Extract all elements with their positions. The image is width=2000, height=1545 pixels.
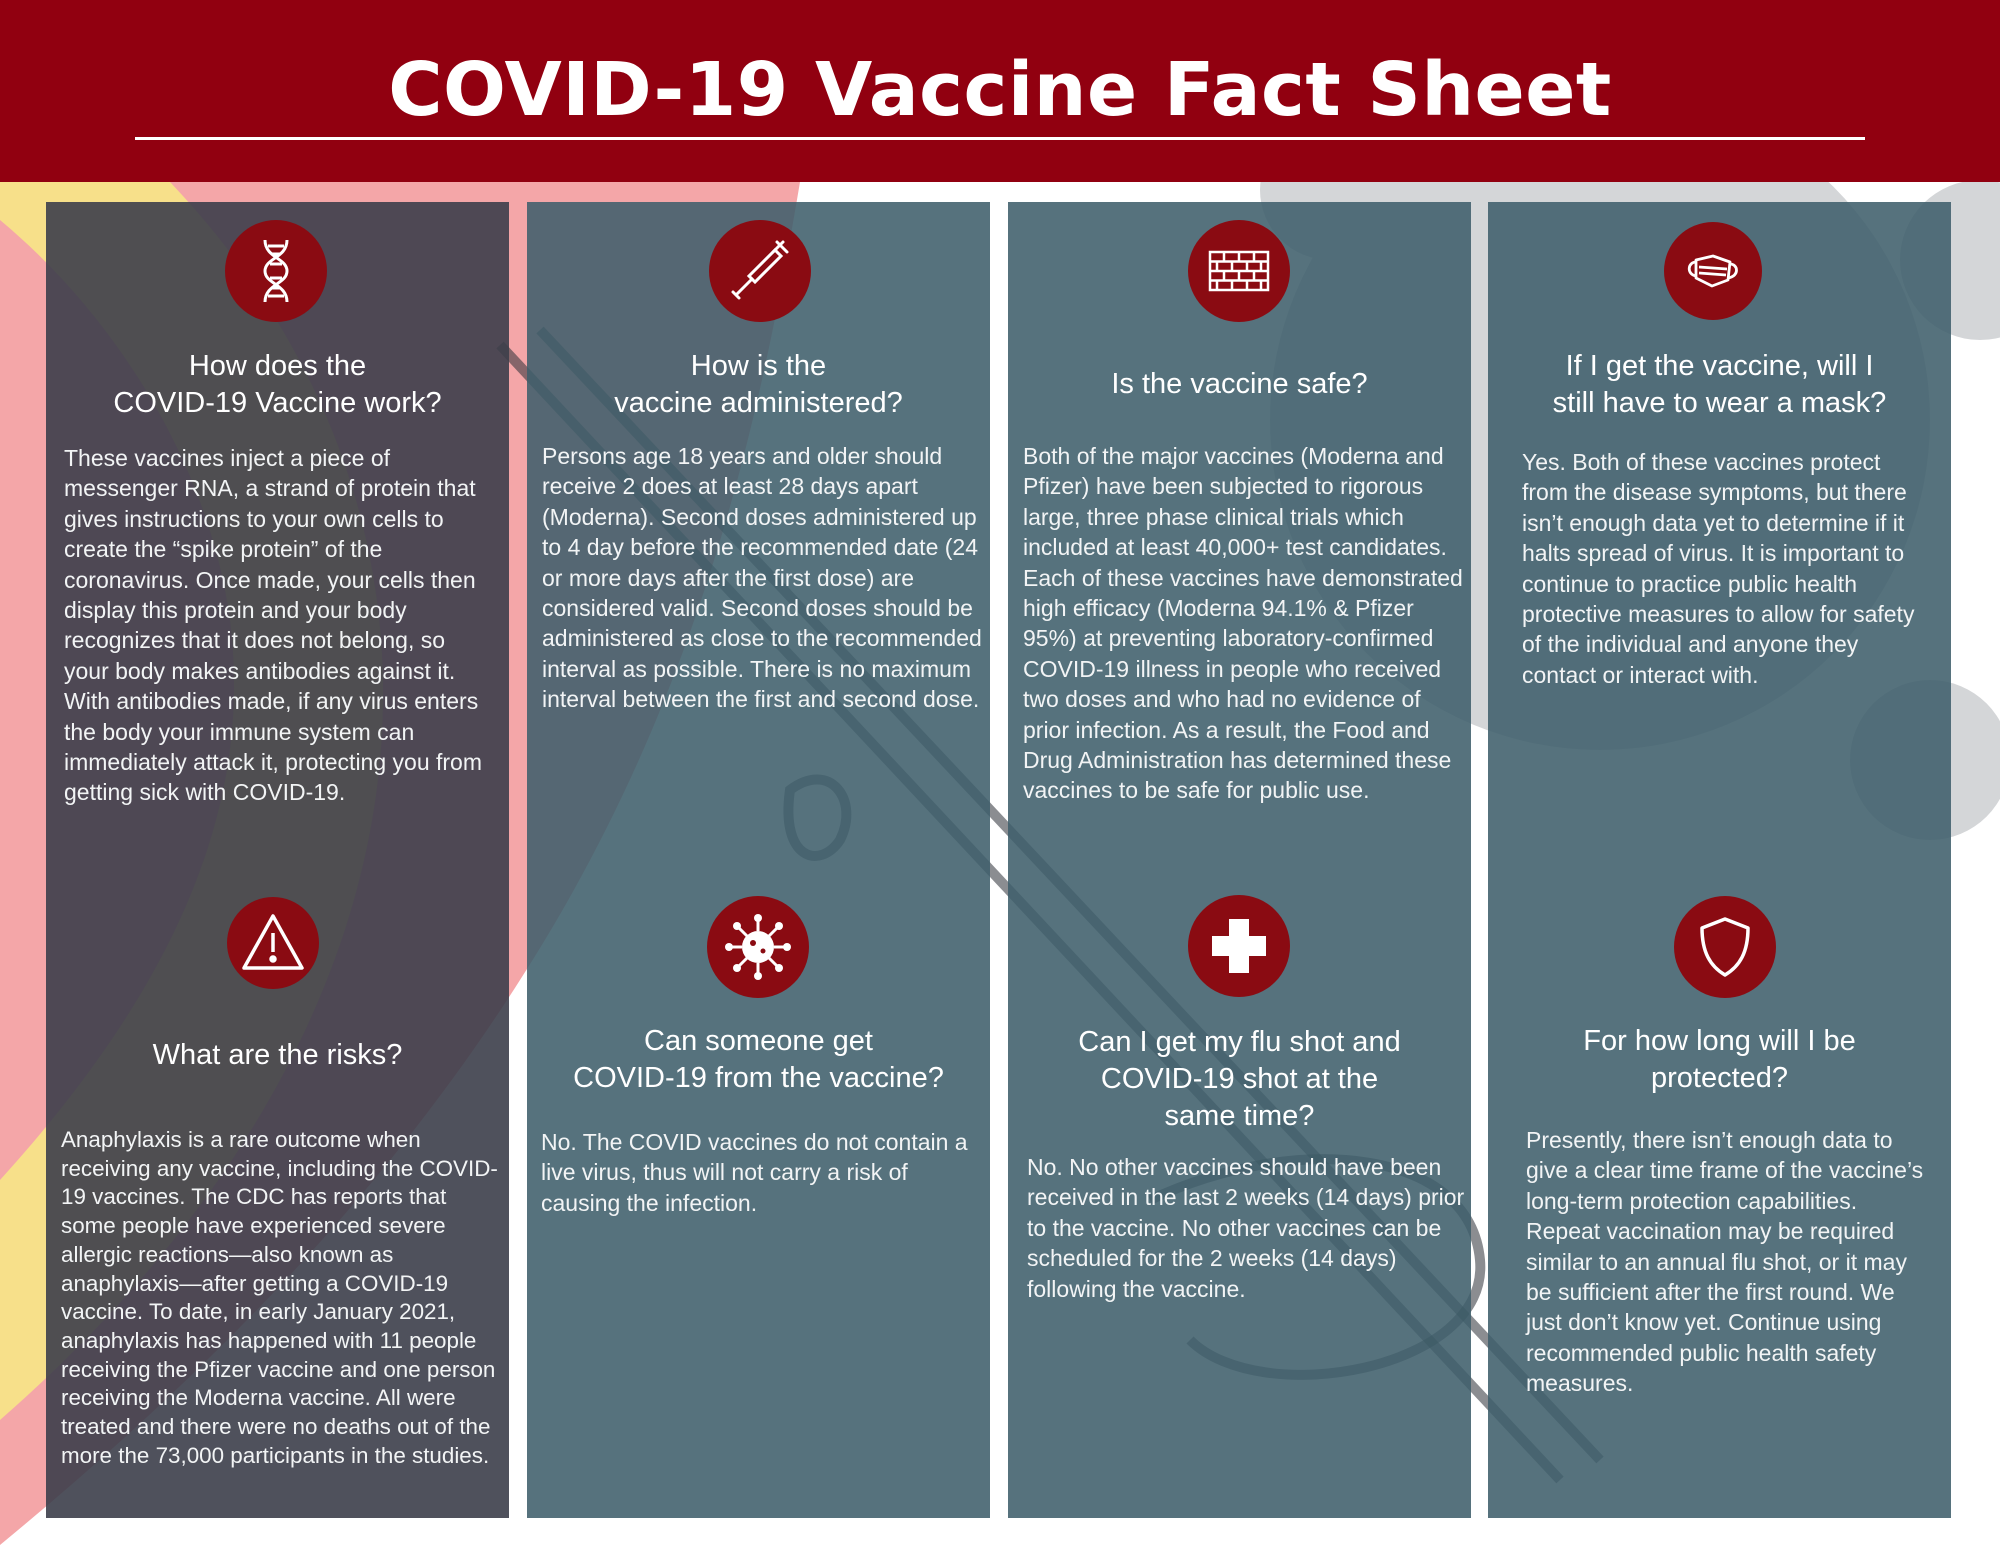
question-title: Is the vaccine safe? [1111, 368, 1368, 400]
medical-cross-icon [1188, 895, 1290, 997]
section-vaccine-safety [1008, 0, 1471, 1545]
answer-text: Presently, there isn’t enough data to give a clear time frame of the vaccine’s long-term protection capabilities. Repeat vaccination may be required similar to an annual flu shot, or it may be sufficient after the first round. We just don’t know yet. Continue using recommended public health safety measures. [1526, 1127, 1924, 1397]
answer-text: No. The COVID vaccines do not contain a live virus, thus will not carry a risk of causing the infection. [541, 1129, 968, 1216]
answer-text: No. No other vaccines should have been received in the last 2 weeks (14 days) prior to the vaccine. No other vaccines can be scheduled for the 2 weeks (14 days) following the vaccine. [1027, 1154, 1465, 1302]
title-underline [135, 137, 1865, 140]
answer-text: These vaccines inject a piece of messenger RNA, a strand of protein that gives instructions to your own cells to create the “spike protein” of the coronavirus. Once made, your cells then display this protein and your body recognizes that it does not belong, so your body makes antibodies against it. With antibodies made, if any virus enters the body your immune system can immediately attack it, protecting you from getting sick with COVID-19. [64, 445, 482, 806]
answer-text: Persons age 18 years and older should receive 2 does at least 28 days apart (Moderna). Second doses administered up to 4 day before the recommended date (24 or more days after the first dose) are considered valid. Second doses should be administered as close to the recommended interval as possible. There is no maximum interval between the first and second dose. [542, 443, 982, 713]
question-title: For how long will I be protected? [1583, 1025, 1856, 1094]
section-how-administered [527, 0, 990, 1545]
virus-icon [707, 896, 809, 998]
question-title: If I get the vaccine, will I still have to wear a mask? [1552, 350, 1887, 419]
answer-text: Anaphylaxis is a rare outcome when receiving any vaccine, including the COVID-19 vaccines. The CDC has reports that some people have experienced severe allergic reactions—also known as anaphylaxis—after getting a COVID-19 vaccine. To date, in early January 2021, anaphylaxis has happened with 11 people receiving the Pfizer vaccine and one person receiving the Moderna vaccine. All were treated and there were no deaths out of the more the 73,000 participants in the studies. [61, 1127, 498, 1468]
question-title: Can I get my flu shot and COVID-19 shot at the same time? [1078, 1026, 1401, 1132]
question-title: How is the vaccine administered? [614, 350, 903, 419]
dna-icon [225, 220, 327, 322]
brick-wall-icon [1188, 220, 1290, 322]
section-how-vaccine-works [46, 0, 509, 1545]
question-title: How does the COVID-19 Vaccine work? [113, 350, 442, 419]
answer-text: Both of the major vaccines (Moderna and Pfizer) have been subjected to rigorous large, three phase clinical trials which included at least 40,000+ test candidates. Each of these vaccines have demonstrated high efficacy (Moderna 94.1% & Pfizer 95%) at preventing laboratory-confirmed COVID-19 illness in people who received two doses and who had no evidence of prior infection. As a result, the Food and Drug Administration has determined these vaccines to be safe for public use. [1023, 443, 1463, 804]
shield-icon [1674, 896, 1776, 998]
syringe-icon [709, 220, 811, 322]
question-title: What are the risks? [152, 1039, 403, 1071]
section-mask-question [1488, 0, 1951, 1545]
page-title: COVID-19 Vaccine Fact Sheet [388, 47, 1612, 133]
question-title: Can someone get COVID-19 from the vaccine? [573, 1025, 944, 1094]
answer-text: Yes. Both of these vaccines protect from the disease symptoms, but there isn’t enough data yet to determine if it halts spread of virus. It is important to continue to practice public health protective measures to allow for safety of the individual and anyone they contact or interact with. [1522, 449, 1915, 688]
header-banner [0, 0, 2000, 182]
face-mask-icon [1664, 222, 1762, 320]
warning-icon [227, 897, 319, 989]
